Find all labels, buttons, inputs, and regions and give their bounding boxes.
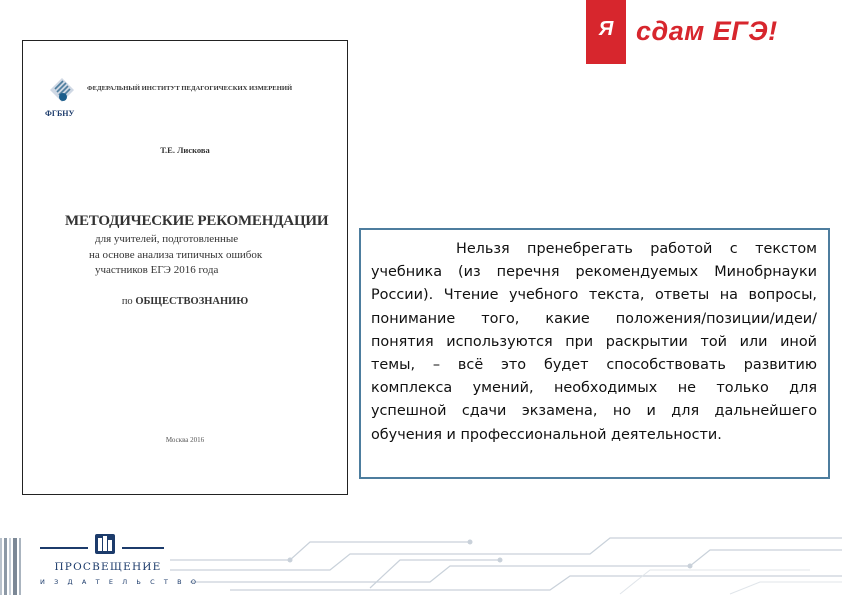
footer-stripes-decoration xyxy=(0,538,22,595)
subtitle-line: на основе анализа типичных ошибок xyxy=(89,248,263,261)
prosveshchenie-logo-icon xyxy=(94,532,116,556)
document-place-year: Москва 2016 xyxy=(165,436,205,444)
subtitle-line: участников ЕГЭ 2016 года xyxy=(95,264,219,276)
document-subtitle xyxy=(89,232,263,279)
document-subject xyxy=(23,296,347,307)
subject-name: ОБЩЕСТВОЗНАНИЮ xyxy=(135,296,249,307)
institute-name: ФЕДЕРАЛЬНЫЙ ИНСТИТУТ ПЕДАГОГИЧЕСКИХ ИЗМЕРЕНИЙ xyxy=(87,85,293,92)
document-author: Т.Е. Лискова xyxy=(160,145,210,155)
fipi-abbr: ФГБНУ xyxy=(45,109,75,118)
footer-circuit-decoration xyxy=(170,530,842,595)
brand-ya-badge xyxy=(586,0,626,64)
subject-prefix: по xyxy=(121,296,133,307)
document-cover xyxy=(22,40,348,495)
publisher-subtitle: И З Д А Т Е Л Ь С Т В О xyxy=(40,578,200,586)
brand-slogan: сдам ЕГЭ! xyxy=(636,16,778,46)
document-title: МЕТОДИЧЕСКИЕ РЕКОМЕНДАЦИИ xyxy=(65,213,329,229)
publisher-line-right xyxy=(122,547,164,549)
main-text: Нельзя пренебрегать работой с текстом учебника (из перечня рекомендуемых Минобрнауки России). Чтение учебного текста, ответы на вопросы, понимание того, какие положения/позиции/идеи/ понятия используются при раскрытии той или иной темы, – всё это будет способствовать развитию комплекса умений, необходимых не только для успешной сдачи экзамена, но и для дальнейшего обучения и профессиональной деятельности. xyxy=(371,241,817,443)
fipi-logo-icon xyxy=(49,77,75,105)
brand-ya-letter: Я xyxy=(598,18,614,40)
subtitle-line: для учителей, подготовленные xyxy=(95,233,239,245)
text-box xyxy=(359,228,830,479)
publisher-name: ПРОСВЕЩЕНИЕ xyxy=(54,561,162,573)
publisher-line-left xyxy=(40,547,88,549)
